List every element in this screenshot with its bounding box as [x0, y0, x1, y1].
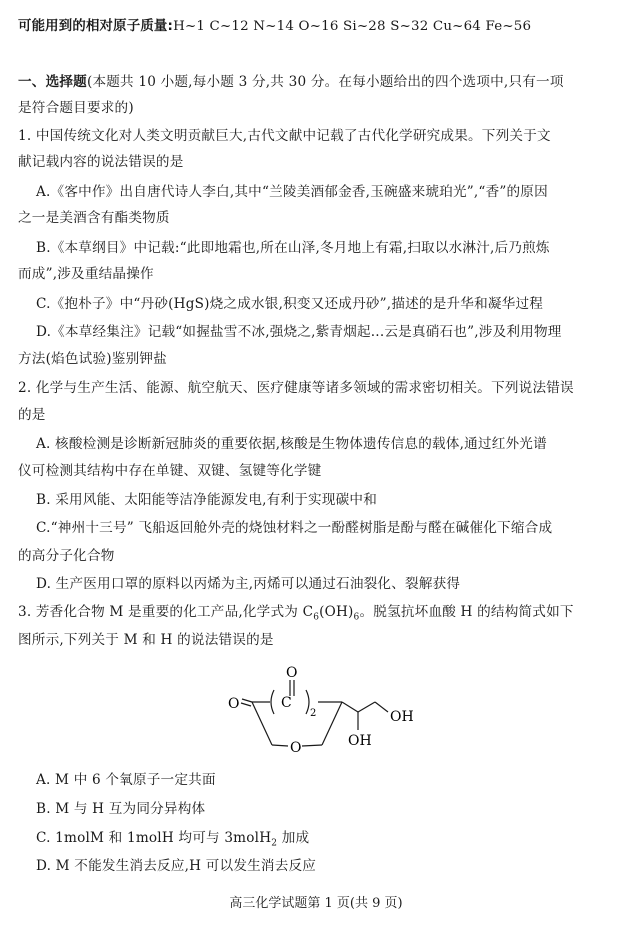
q3-option-c-sub: 2	[271, 838, 278, 849]
q1-stem-2: 献记载内容的说法错误的是	[18, 154, 184, 170]
q3-option-c-1b: 加成	[277, 830, 310, 846]
q3-option-d-1: D. M 不能发生消去反应,H 可以发生消去反应	[36, 858, 317, 874]
bond-o-left	[272, 745, 288, 746]
atom-o-left: O	[228, 696, 240, 712]
q3-stem-2: 图所示,下列关于 M 和 H 的说法错误的是	[18, 632, 274, 648]
q3-option-b-1: B. M 与 H 互为同分异构体	[36, 801, 206, 817]
repeat-subscript: 2	[310, 708, 317, 719]
ring-oxygen-bonds	[220, 660, 420, 760]
q1-option-b-2: 而成”,涉及重结晶操作	[18, 266, 154, 282]
q1-option-d-1: D.《本草经集注》记载“如握盐雪不冰,强烧之,紫青烟起...云是真硝石也”,涉及利用物理	[36, 324, 562, 340]
q1-option-d-2: 方法(焰色试验)鉴别钾盐	[18, 351, 167, 367]
atom-c-repeat: C	[281, 695, 292, 711]
atom-o-ring: O	[290, 740, 302, 756]
group-oh-right: OH	[390, 709, 414, 725]
q3-option-c-1a: C. 1molM 和 1molH 均可与 3molH	[36, 830, 272, 846]
q2-option-c-2: 的高分子化合物	[18, 548, 115, 564]
q3-stem-1c: 。脱氢抗坏血酸 H 的结构简式如下	[359, 604, 574, 620]
bond-o-right	[302, 745, 322, 746]
atomic-mass-header	[18, 17, 618, 37]
q1-option-a-1: A.《客中作》出自唐代诗人李白,其中“兰陵美酒郁金香,玉碗盛来琥珀光”,“香”的原因	[36, 184, 548, 200]
q2-option-c-1: C.“神州十三号” 飞船返回舱外壳的烧蚀材料之一酚醛树脂是酚与醛在碱催化下缩合成	[36, 520, 553, 536]
atom-o-carbonyl: O	[286, 665, 298, 681]
atomic-mass-label: 可能用到的相对原子质量:	[18, 19, 174, 34]
q1-option-c-1: C.《抱朴子》中“丹砂(HgS)烧之成水银,积变又还成丹砂”,描述的是升华和凝华过程	[36, 296, 544, 312]
page-footer: 高三化学试题第 1 页(共 9 页)	[229, 896, 403, 911]
q1-stem-1: 1. 中国传统文化对人类文明贡献巨大,古代文献中记载了古代化学研究成果。下列关于文	[18, 128, 551, 144]
q2-option-a-2: 仪可检测其结构中存在单键、双键、氢键等化学键	[18, 463, 322, 479]
q3-stem-1b: (OH)	[319, 604, 354, 620]
group-oh-lower: OH	[348, 733, 372, 749]
q3-option-c-1	[36, 828, 618, 854]
section-heading	[18, 72, 618, 92]
section-desc-1: (本题共 10 小题,每小题 3 分,共 30 分。在每小题给出的四个选项中,只有一项	[86, 74, 564, 90]
q3-stem-1	[18, 602, 618, 628]
q2-stem-1: 2. 化学与生产生活、能源、航空航天、医疗健康等诸多领域的需求密切相关。下列说法错误	[18, 380, 574, 396]
q3-sub-1: 6	[313, 612, 320, 623]
q1-option-b-1: B.《本草纲目》中记载:“此即地霜也,所在山泽,冬月地上有霜,扫取以水淋汁,后乃煎炼	[36, 240, 550, 256]
q3-stem-1a: 3. 芳香化合物 M 是重要的化工产品,化学式为 C	[18, 604, 314, 620]
q2-option-d-1: D. 生产医用口罩的原料以丙烯为主,丙烯可以通过石油裂化、裂解获得	[36, 576, 461, 592]
atomic-mass-values: H~1 C~12 N~14 O~16 Si~28 S~32 Cu~64 Fe~56	[173, 19, 532, 34]
q2-option-a-1: A. 核酸检测是诊断新冠肺炎的重要依据,核酸是生物体遗传信息的载体,通过红外光谱	[36, 436, 547, 452]
q3-sub-2: 6	[353, 612, 360, 623]
q2-option-b-1: B. 采用风能、太阳能等洁净能源发电,有利于实现碳中和	[36, 492, 378, 508]
q1-option-a-2: 之一是美酒含有酯类物质	[18, 210, 170, 226]
q3-option-a-1: A. M 中 6 个氧原子一定共面	[36, 772, 216, 788]
q2-stem-2: 的是	[18, 407, 46, 423]
section-title: 一、选择题	[18, 74, 87, 90]
section-desc-2: 是符合题目要求的)	[18, 100, 134, 116]
